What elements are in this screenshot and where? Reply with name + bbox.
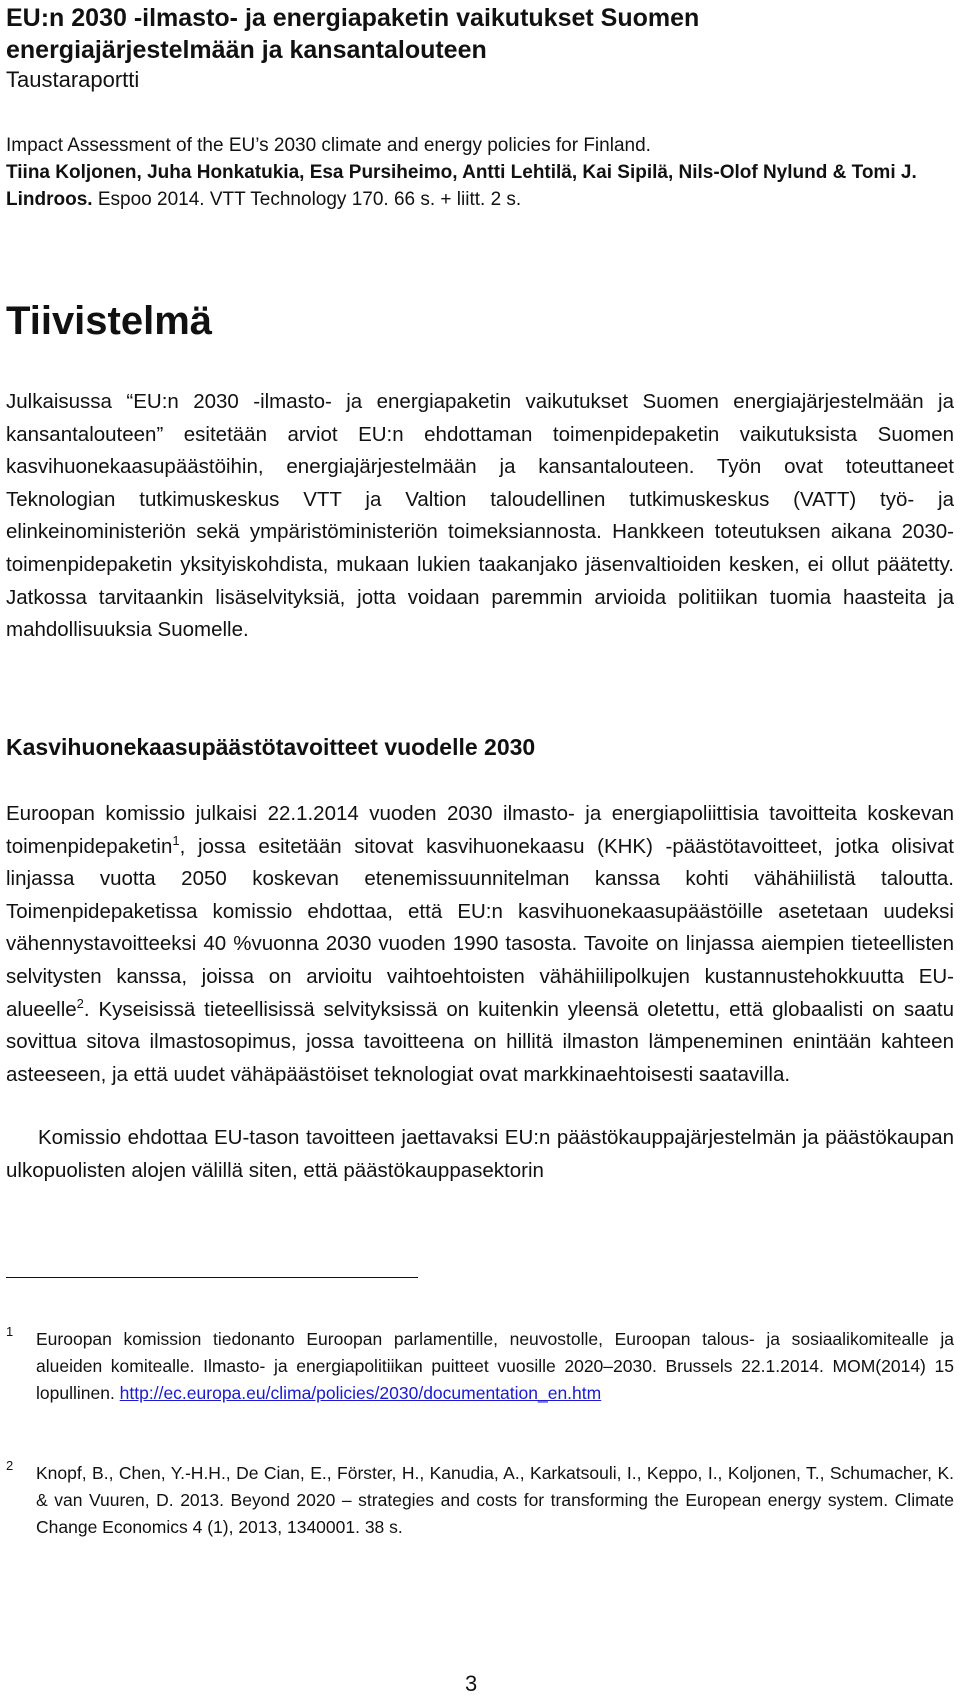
footnote-link[interactable]: http://ec.europa.eu/clima/policies/2030/documentation_en.htm xyxy=(119,1383,602,1403)
bibliographic-info xyxy=(6,132,946,213)
document-subtitle: Taustaraportti xyxy=(6,67,140,92)
footnote xyxy=(6,1326,954,1407)
english-title: Impact Assessment of the EU’s 2030 climate and energy policies for Finland. xyxy=(6,135,651,156)
author-list: Tiina Koljonen, Juha Honkatukia, Esa Pursiheimo, Antti Lehtilä, Kai Sipilä, Nils-Olof Nylund & Tomi J. Lindroos. xyxy=(6,162,917,210)
paragraph-text: , jossa esitetään sitovat kasvihuonekaasu (KHK) -päästötavoitteet, jotka olisivat linjassa vuotta 2050 koskevan etenemissuunnitelman kanssa kohti vähähiilistä taloutta. Toimenpidepaketissa komissio ehdottaa, että EU:n kasvihuonekaasupäästöille asetetaan uudeksi vähennystavoitteeksi 40 %vuonna 2030 vuoden 1990 tasosta. Tavoite on linjassa aiempien tieteellisten selvitysten kanssa, joissa on arvioitu vaihtoehtoisten vähähiilipolkujen kustannustehokkuutta EU-alueelle xyxy=(6,834,954,1021)
section-paragraph-continued: Komissio ehdottaa EU-tason tavoitteen jaettavaksi EU:n päästökauppajärjestelmän ja päästökaupan ulkopuolisten alojen välillä siten, että päästökauppasektorin xyxy=(6,1126,954,1182)
publication-info: Espoo 2014. VTT Technology 170. 66 s. + liitt. 2 s. xyxy=(97,189,522,210)
footnote-text xyxy=(36,1326,954,1407)
section-heading: Kasvihuonekaasupäästötavoitteet vuodelle 2030 xyxy=(6,734,536,760)
footnote-text: Knopf, B., Chen, Y.-H.H., De Cian, E., Förster, H., Kanudia, A., Karkatsouli, I., Keppo, I., Koljonen, T., Schumacher, K. & van Vuuren, D. 2013. Beyond 2020 – strategies and costs for transforming the European energy system. Climate Change Economics 4 (1), 2013, 1340001. 38 s. xyxy=(36,1463,954,1537)
summary-paragraph: Julkaisussa “EU:n 2030 -ilmasto- ja energiapaketin vaikutukset Suomen energiajärjestelmään ja kansantalouteen” esitetään arviot EU:n ehdottaman toimenpidepaketin vaikutuksista Suomen kasvihuonekaasupäästöihin, energiajärjestelmään ja kansantalouteen. Työn ovat toteuttaneet Teknologian tutkimuskeskus VTT ja Valtion taloudellinen tutkimuskeskus (VATT) työ- ja elinkeinoministeriön sekä ympäristöministeriön toimeksiannosta. Hankkeen toteutuksen aikana 2030-toimenpidepaketin yksityiskohdista, mukaan lukien taakanjako jäsenvaltioiden kesken, ei ollut päätetty. Jatkossa tarvitaankin lisäselvityksiä, jotta voidaan paremmin arvioida politiikan tuomia haasteita ja mahdollisuuksia Suomelle. xyxy=(6,390,954,642)
section-paragraph xyxy=(6,798,954,1091)
summary-heading: Tiivistelmä xyxy=(6,299,213,343)
footnote-reference[interactable]: 2 xyxy=(76,995,84,1011)
footnote-divider xyxy=(6,1277,418,1278)
page-number: 3 xyxy=(465,1671,478,1696)
paragraph-text: Euroopan komissio julkaisi 22.1.2014 vuoden 2030 ilmasto- ja energiapoliittisia tavoitteita koskevan toimenpidepaketin xyxy=(6,802,954,858)
footnote-mark: 2 xyxy=(6,1458,14,1473)
footnote-mark: 1 xyxy=(6,1324,14,1339)
paragraph-text: . Kyseisissä tieteellisissä selvityksissä on kuitenkin yleensä oletettu, että globaalisti on saatu sovittua sitova ilmastosopimus, jossa tavoitteena on hillitä ilmaston lämpeneminen enintään kahteen asteeseen, ja että uudet vähäpäästöiset teknologiat ovat markkinaehtoisesti saatavilla. xyxy=(6,997,954,1086)
footnote-body: Euroopan komission tiedonanto Euroopan parlamentille, neuvostolle, Euroopan talous- ja sosiaalikomitealle ja alueiden komitealle. Ilmasto- ja energiapolitiikan puitteet vuosille 2020–2030. Brussels 22.1.2014. MOM(2014) 15 lopullinen. xyxy=(36,1329,954,1403)
document-title: EU:n 2030 -ilmasto- ja energiapaketin vaikutukset Suomen energiajärjestelmään ja kansantalouteen xyxy=(6,4,700,64)
footnote-reference[interactable]: 1 xyxy=(172,832,180,848)
footnote xyxy=(6,1460,954,1541)
